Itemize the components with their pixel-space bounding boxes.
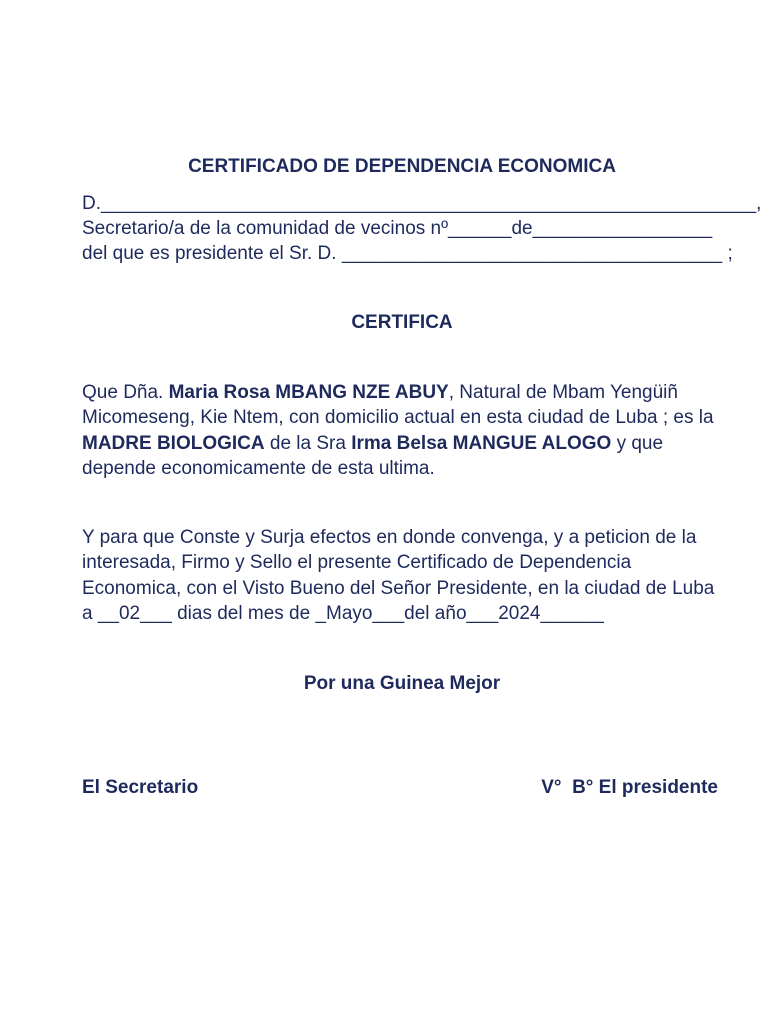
president-signature-label: V° B° El presidente [541,777,718,798]
closing-paragraph: Y para que Conste y Surja efectos en donde convenga, y a peticion de la interesada, Firmo y Sello el presente Certificado de Dependencia Economica, con el Visto Bueno del Señor Presidente, en la ciudad de Luba a __02___ dias del mes de _Mayo___del año___2024______ [82,527,715,624]
para1-text-3: de la Sra [264,432,352,454]
relation-label: MADRE BIOLOGICA [82,432,265,454]
certifica-heading: CERTIFICA [351,312,453,333]
para1-text-1: Que Dña. [82,382,169,403]
motto: Por una Guinea Mejor [303,673,501,694]
mother-name: Maria Rosa MBANG NZE ABUY [168,382,449,403]
certification-paragraph [82,380,722,481]
secretary-signature-label: El Secretario [82,777,199,798]
header-block [82,191,762,266]
header-line-name: D.______________________________________________________________, [82,193,762,214]
para1-text-4: y que depende economicamente de esta ultima. [82,432,664,479]
header-line-president: del que es presidente el Sr. D. ____________________________________ ; [82,243,733,264]
para1-text-2: , Natural de Mbam Yengüiñ Micomeseng, Kie Ntem, con domicilio actual en esta ciudad de Luba ; es la [82,382,714,429]
header-line-secretary: Secretario/a de la comunidad de vecinos nº______de_________________ [82,218,713,239]
document-title: CERTIFICADO DE DEPENDENCIA ECONOMICA [188,156,616,177]
dependent-name: Irma Belsa MANGUE ALOGO [351,432,612,454]
